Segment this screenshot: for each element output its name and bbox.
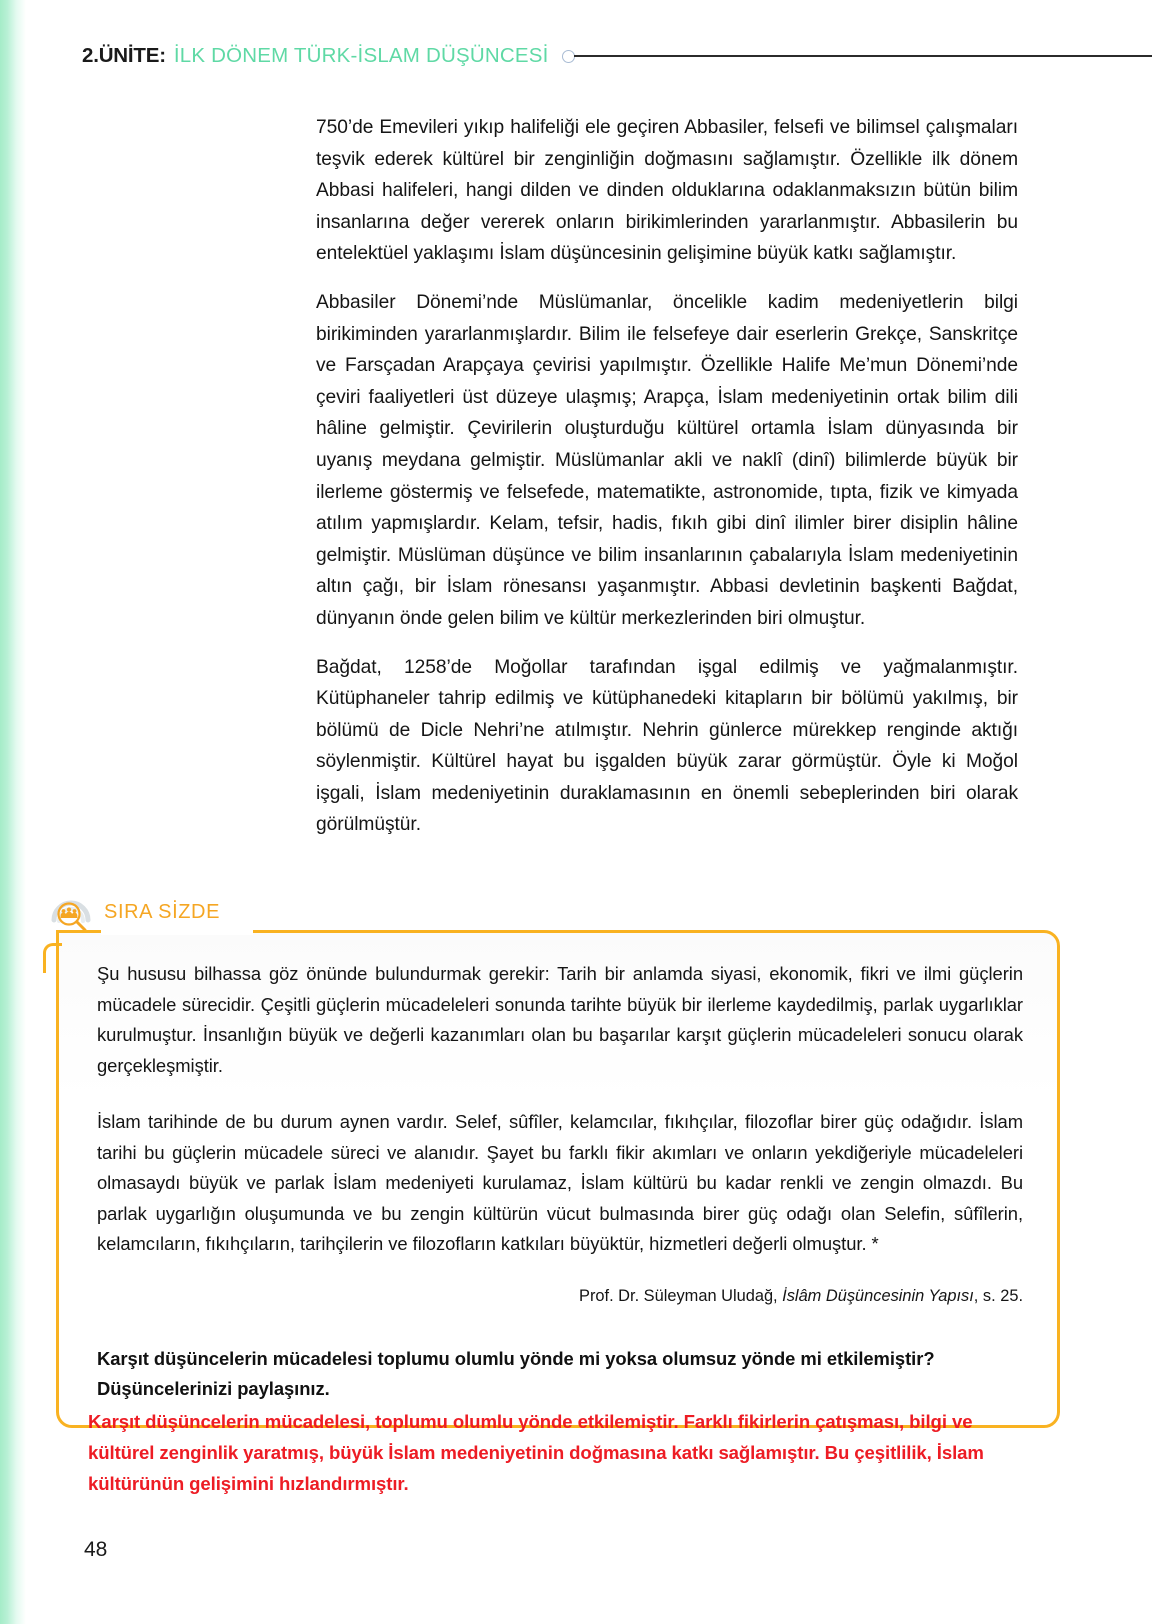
activity-paragraph: Şu hususu bilhassa göz önünde bulundurmak gerekir: Tarih bir anlamda siyasi, ekonomik, fikri ve ilmi güçlerin mücadele sürecidir. Çeşitli güçlerin mücadeleleri sonunda tarihte büyük bir ilerleme kaydedilmiş, parlak uygarlıklar kurulmuştur. İnsanlığın büyük ve değerli kazanımları olan bu başarılar karşıt güçlerin mücadeleleri sonucu olarak gerçekleşmiştir. (97, 963, 1023, 1076)
citation-work-title: İslâm Düşüncesinin Yapısı (782, 1286, 974, 1305)
activity-question: Karşıt düşüncelerin mücadelesi toplumu olumlu yönde mi yoksa olumsuz yönde mi etkilemiştir? Düşüncelerinizi paylaşınız. (97, 1347, 935, 1399)
page-number: 48 (84, 1538, 108, 1561)
paragraph: Abbasiler Dönemi’nde Müslümanlar, öncelikle kadim medeniyetlerin bilgi birikiminden yararlanmışlardır. Bilim ile felsefeye dair eserlerin Grekçe, Sanskritçe ve Farsçadan Arapçaya çevirisi yapılmıştır. Özellikle Halife Me’mun Dönemi’nde çeviri faaliyetleri üst düzeye ulaşmış; Arapça, İslam medeniyetinin ortak bilim dili hâline gelmiştir. Çevirilerin oluşturduğu kültürel ortamla İslam dünyasında bir uyanış meydana gelmiştir. Müslümanlar akli ve naklî (dinî) bilimlerde büyük bir ilerleme göstermiş ve felsefede, matematikte, astronomide, tıpta, fizik ve kimyada atılım yapmışlardır. Kelam, tefsir, hadis, fıkıh gibi dinî ilimler birer disiplin hâline gelmiştir. Müslüman düşünce ve bilim insanlarının çabalarıyla İslam medeniyetinin altın çağı, bir İslam rönesansı yaşanmıştır. Abbasi devletinin başkenti Bağdat, dünyanın önde gelen bilim ve kültür merkezlerinden biri olmuştur. (316, 291, 1018, 629)
left-edge-stripe (0, 0, 26, 1624)
citation-author: Prof. Dr. Süleyman Uludağ, (579, 1286, 783, 1305)
header-rule (574, 55, 1152, 57)
unit-number: 2.ÜNİTE: (82, 44, 166, 67)
activity-block (40, 888, 1060, 1428)
paragraph: 750’de Emevileri yıkıp halifeliği ele geçiren Abbasiler, felsefi ve bilimsel çalışmaları teşvik ederek kültürel bir zenginliğin doğmasını sağlamıştır. Özellikle ilk dönem Abbasi halifeleri, hangi dilden ve dinden olduklarına odaklanmaksızın bütün bilim insanlarına değer vererek onların birikimlerinden yararlanmıştır. Abbasilerin bu entelektüel yaklaşımı İslam düşüncesinin gelişimine büyük katkı sağlamıştır. (316, 117, 1018, 265)
student-answer: Karşıt düşüncelerin mücadelesi, toplumu olumlu yönde etkilemiştir. Farklı fikirlerin çatışması, bilgi ve kültürel zenginlik yaratmış, büyük İslam medeniyetinin doğmasına katkı sağlamıştır. Bu çeşitlilik, İslam kültürünün gelişimini hızlandırmıştır. (88, 1411, 984, 1494)
body-text-column (316, 112, 1018, 841)
citation-page: , s. 25. (973, 1286, 1023, 1305)
paragraph: Bağdat, 1258’de Moğollar tarafından işgal edilmiş ve yağmalanmıştır. Kütüphaneler tahrip edilmiş ve kütüphanedeki kitapların bir bölümü yakılmış, bir bölümü de Dicle Nehri’ne atılmıştır. Nehrin günlerce mürekkep renginde aktığı söylenmiştir. Kültürel hayat bu işgalden büyük zarar görmüştür. Öyle ki Moğol işgali, İslam medeniyetinin duraklamasının en önemli sebeplerinden biri olarak görülmüştür. (316, 656, 1018, 836)
page-header (82, 42, 1152, 70)
activity-label: SIRA SİZDE (104, 900, 221, 923)
activity-box (56, 930, 1060, 1428)
activity-citation (97, 1284, 1023, 1308)
unit-title: İLK DÖNEM TÜRK-İSLAM DÜŞÜNCESİ (173, 44, 549, 67)
activity-paragraph: İslam tarihinde de bu durum aynen vardır. Selef, sûfîler, kelamcılar, fıkıhçılar, filozoflar birer güç odağıdır. İslam tarihi bu güçlerin mücadele süreci ve alanıdır. Şayet bu farklı fikir akımları ve onların yekdiğeriyle mücadeleleri olmasaydı büyük ve parlak İslam medeniyeti kurulamaz, İslam kültürü bu kadar renkli ve zengin olmazdı. Bu parlak uygarlığın oluşumunda ve bu zengin kültürün vücut bulmasında birer güç odağı olan Selefin, sûfîlerin, kelamcıların, fıkıhçıların, tarihçilerin ve filozofların katkıları büyüktür, hizmetleri değerli olmuştur. * (97, 1111, 1023, 1254)
activity-tab-connector (43, 943, 62, 973)
